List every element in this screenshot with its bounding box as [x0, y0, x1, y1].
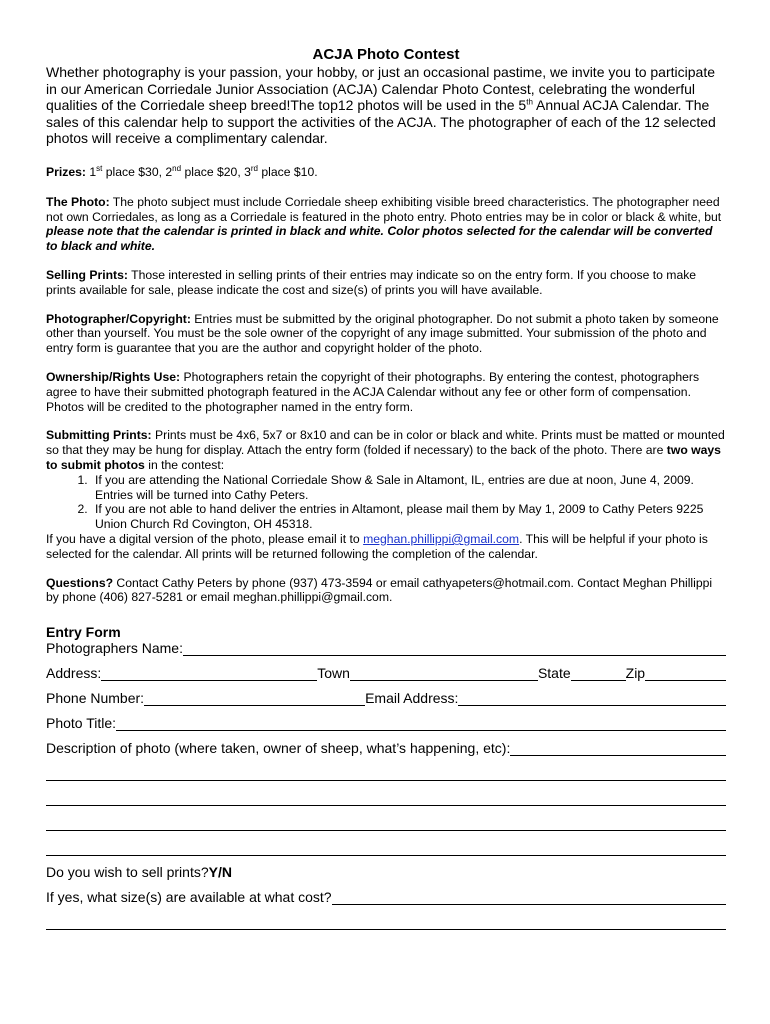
description-label: Description of photo (where taken, owner of sheep, what’s happening, etc):	[46, 740, 511, 757]
description-line-2[interactable]	[46, 780, 726, 781]
name-field[interactable]	[183, 642, 726, 656]
digital-text-2: . This will be helpful if your photo is selected for the calendar. All prints will be returned following the completion of the calendar.	[46, 531, 708, 561]
ownership-label: Ownership/Rights Use:	[46, 369, 181, 384]
sizes-row	[46, 889, 726, 905]
prizes-sup: st	[96, 163, 103, 173]
submit-methods-list	[46, 473, 726, 532]
document-page	[46, 46, 726, 930]
prizes-paragraph	[46, 165, 726, 180]
description-line-3[interactable]	[46, 805, 726, 806]
photo-label: The Photo:	[46, 194, 110, 209]
submitting-text-2: in the contest:	[144, 457, 225, 472]
address-field[interactable]	[101, 667, 317, 681]
digital-text: If you have a digital version of the photo, please email it to	[46, 531, 364, 546]
name-label: Photographers Name:	[46, 640, 183, 657]
list-item: 2. If you are not able to hand deliver the entries in Altamont, please mail them by May 1, 2009 to Cathy Peters 9225 Union Church Rd Covington, OH 45318.	[91, 502, 726, 532]
digital-paragraph	[46, 532, 726, 562]
sizes-field[interactable]	[332, 891, 726, 905]
email-link[interactable]: meghan.phillippi@gmail.com	[363, 531, 520, 546]
intro-text-1: Whether photography is your passion, your hobby, or just an occasional pastime, we invite you to participate in our American Corriedale Junior Association (ACJA) Calendar Photo Contest, celebrating the wonderful qualities of the Corriedale sheep breed!The top12 photos will be used in the 5	[46, 64, 715, 114]
sell-row	[46, 864, 726, 880]
copyright-text: Entries must be submitted by the original photographer. Do not submit a photo taken by someone other than yourself. You must be the sole owner of the copyright of any image submitted. Your submission of the photo and entry form is guarantee that you are the author and copyright holder of the photo.	[46, 311, 719, 356]
zip-label: Zip	[625, 665, 646, 682]
email-field[interactable]	[458, 692, 726, 706]
selling-text: Those interested in selling prints of their entries may indicate so on the entry form. If you choose to make prints available for sale, please indicate the cost and size(s) of prints you will have available.	[46, 267, 697, 297]
document-title: ACJA Photo Contest	[312, 46, 460, 63]
entry-form	[46, 624, 726, 930]
intro-text-2: Annual ACJA Calendar. The sales of this calendar help to support the activities of the ACJA. The photographer of each of the 12 selected photos will receive a complimentary calendar.	[46, 97, 716, 147]
address-row	[46, 665, 726, 681]
sizes-label: If yes, what size(s) are available at what cost?	[46, 889, 332, 906]
address-label: Address:	[46, 665, 102, 682]
photo-emphasis: please note that the calendar is printed in black and white. Color photos selected for the calendar will be converted to black and white.	[46, 224, 713, 254]
entry-form-title: Entry Form	[46, 624, 121, 641]
photo-paragraph	[46, 195, 726, 254]
submitting-label: Submitting Prints:	[46, 428, 152, 443]
phone-row	[46, 690, 726, 706]
prizes-text: place $30, 2	[102, 164, 173, 179]
prizes-text: place $10.	[258, 164, 318, 179]
questions-paragraph	[46, 576, 726, 606]
name-row	[46, 640, 726, 656]
prizes-sup: rd	[250, 163, 258, 173]
town-label: Town	[317, 665, 350, 682]
state-field[interactable]	[571, 667, 626, 681]
submitting-bold: two ways to submit photos	[46, 443, 721, 472]
prizes-sup: nd	[172, 163, 182, 173]
photo-text: The photo subject must include Corriedale sheep exhibiting visible breed characteristics. The photographer need not own Corriedales, as long as a Corriedale is featured in the photo entry. Photo entries may be in color or black & white, but	[46, 194, 722, 224]
sell-question: Do you wish to sell prints?	[46, 864, 209, 881]
description-line-5[interactable]	[46, 855, 726, 856]
questions-text: Contact Cathy Peters by phone (937) 473-3594 or email cathyapeters@hotmail.com. Contact Meghan Phillippi by phone (406) 827-5281 or email meghan.phillippi@gmail.com.	[46, 575, 713, 605]
prizes-text: 1	[85, 164, 97, 179]
copyright-paragraph	[46, 312, 726, 356]
photo-title-field[interactable]	[116, 717, 726, 731]
description-line-4[interactable]	[46, 830, 726, 831]
questions-label: Questions?	[46, 575, 114, 590]
selling-label: Selling Prints:	[46, 267, 128, 282]
sell-yn[interactable]: Y/N	[208, 864, 232, 881]
selling-paragraph	[46, 268, 726, 298]
intro-superscript: th	[526, 97, 533, 107]
prizes-text: place $20, 3	[181, 164, 251, 179]
photo-title-row	[46, 715, 726, 731]
sizes-line-2[interactable]	[46, 929, 726, 930]
prizes-label: Prizes:	[46, 164, 86, 179]
town-field[interactable]	[350, 667, 538, 681]
photo-title-label: Photo Title:	[46, 715, 117, 732]
ownership-text: Photographers retain the copyright of their photographs. By entering the contest, photographers agree to have their submitted photograph featured in the ACJA Calendar without any fee or other form of compensation. Photos will be credited to the photographer named in the entry form.	[46, 369, 700, 414]
state-label: State	[537, 665, 571, 682]
copyright-label: Photographer/Copyright:	[46, 311, 191, 326]
intro-paragraph	[46, 64, 726, 147]
email-label: Email Address:	[365, 690, 459, 707]
ownership-paragraph	[46, 370, 726, 414]
zip-field[interactable]	[645, 667, 726, 681]
description-row	[46, 740, 726, 756]
phone-label: Phone Number:	[46, 690, 145, 707]
submitting-text: Prints must be 4x6, 5x7 or 8x10 and can be in color or black and white. Prints must be matted or mounted so that they may be hung for display. Attach the entry form (folded if necessary) to the back of the photo. There are	[46, 428, 725, 458]
list-item: 1. If you are attending the National Corriedale Show & Sale in Altamont, IL, entries are due at noon, June 4, 2009. Entries will be turned into Cathy Peters.	[91, 473, 726, 503]
phone-field[interactable]	[144, 692, 365, 706]
description-field[interactable]	[510, 742, 726, 756]
submitting-paragraph	[46, 428, 726, 472]
